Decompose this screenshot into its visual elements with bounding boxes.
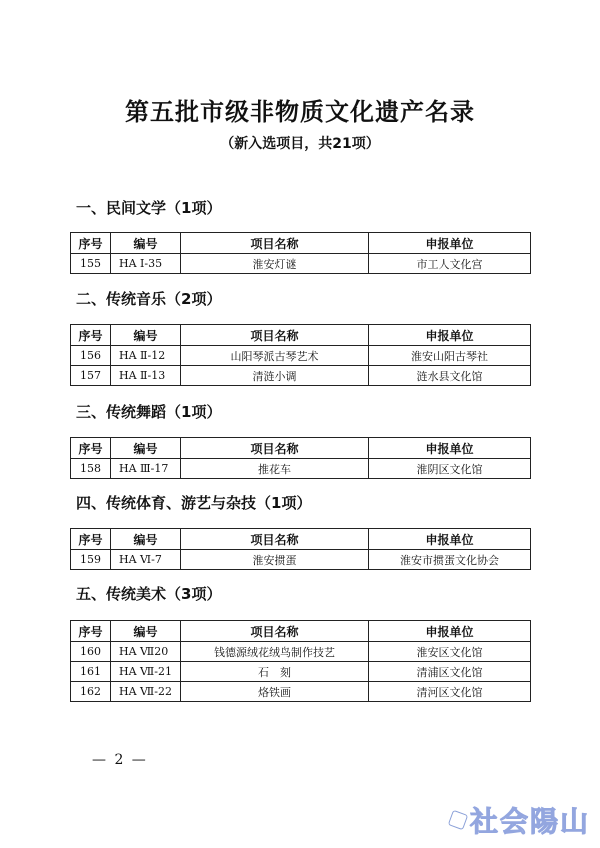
table-header-row bbox=[71, 529, 531, 550]
cell-code: HA Ⅵ-7 bbox=[111, 550, 181, 570]
section-heading-sports-acrobatics: 四、传统体育、游艺与杂技（1项） bbox=[76, 494, 312, 512]
cell-name: 石 刻 bbox=[181, 662, 369, 682]
table-row bbox=[71, 254, 531, 274]
watermark bbox=[450, 800, 590, 840]
cell-seq: 159 bbox=[71, 550, 111, 570]
cell-seq: 160 bbox=[71, 642, 111, 662]
cell-name: 钱德源绒花绒鸟制作技艺 bbox=[181, 642, 369, 662]
table-header-row bbox=[71, 438, 531, 459]
cell-name: 山阳琴派古琴艺术 bbox=[181, 346, 369, 366]
table-row bbox=[71, 366, 531, 386]
cell-code: HA Ⅰ-35 bbox=[111, 254, 181, 274]
header-unit: 申报单位 bbox=[369, 438, 531, 459]
cell-code: HA Ⅶ-21 bbox=[111, 662, 181, 682]
cell-unit: 涟水县文化馆 bbox=[369, 366, 531, 386]
page-title: 第五批市级非物质文化遗产名录 bbox=[125, 97, 475, 126]
header-name: 项目名称 bbox=[181, 438, 369, 459]
table-row bbox=[71, 550, 531, 570]
header-code: 编号 bbox=[111, 325, 181, 346]
header-code: 编号 bbox=[111, 621, 181, 642]
cell-unit: 淮阴区文化馆 bbox=[369, 459, 531, 479]
cell-seq: 157 bbox=[71, 366, 111, 386]
header-seq: 序号 bbox=[71, 529, 111, 550]
cell-name: 淮安灯谜 bbox=[181, 254, 369, 274]
cell-seq: 162 bbox=[71, 682, 111, 702]
header-code: 编号 bbox=[111, 529, 181, 550]
table-header-row bbox=[71, 325, 531, 346]
table-row bbox=[71, 682, 531, 702]
table-row bbox=[71, 346, 531, 366]
header-name: 项目名称 bbox=[181, 233, 369, 254]
cell-unit: 淮安市掼蛋文化协会 bbox=[369, 550, 531, 570]
watermark-text: 社会陽山 bbox=[469, 805, 590, 838]
cell-code: HA Ⅲ-17 bbox=[111, 459, 181, 479]
cell-name: 推花车 bbox=[181, 459, 369, 479]
watermark-logo-icon bbox=[448, 810, 469, 831]
header-seq: 序号 bbox=[71, 438, 111, 459]
header-seq: 序号 bbox=[71, 621, 111, 642]
cell-code: HA Ⅱ-12 bbox=[111, 346, 181, 366]
cell-seq: 155 bbox=[71, 254, 111, 274]
section-heading-folk-literature: 一、民间文学（1项） bbox=[76, 199, 222, 217]
cell-seq: 158 bbox=[71, 459, 111, 479]
header-name: 项目名称 bbox=[181, 621, 369, 642]
table-fine-arts bbox=[70, 620, 531, 702]
cell-unit: 淮安山阳古琴社 bbox=[369, 346, 531, 366]
table-sports-acrobatics bbox=[70, 528, 531, 570]
section-heading-fine-arts: 五、传统美术（3项） bbox=[76, 585, 222, 603]
cell-seq: 161 bbox=[71, 662, 111, 682]
table-header-row bbox=[71, 621, 531, 642]
cell-unit: 淮安区文化馆 bbox=[369, 642, 531, 662]
cell-code: HA Ⅶ20 bbox=[111, 642, 181, 662]
table-row bbox=[71, 642, 531, 662]
header-unit: 申报单位 bbox=[369, 529, 531, 550]
header-code: 编号 bbox=[111, 233, 181, 254]
table-traditional-dance bbox=[70, 437, 531, 479]
cell-unit: 市工人文化宫 bbox=[369, 254, 531, 274]
table-traditional-music bbox=[70, 324, 531, 386]
table-header-row bbox=[71, 233, 531, 254]
table-row bbox=[71, 662, 531, 682]
cell-code: HA Ⅶ-22 bbox=[111, 682, 181, 702]
section-heading-traditional-music: 二、传统音乐（2项） bbox=[76, 290, 222, 308]
header-seq: 序号 bbox=[71, 325, 111, 346]
page-subtitle: （新入选项目，共21项） bbox=[220, 136, 380, 152]
cell-unit: 清浦区文化馆 bbox=[369, 662, 531, 682]
cell-name: 烙铁画 bbox=[181, 682, 369, 702]
cell-unit: 清河区文化馆 bbox=[369, 682, 531, 702]
cell-name: 淮安掼蛋 bbox=[181, 550, 369, 570]
table-row bbox=[71, 459, 531, 479]
section-heading-traditional-dance: 三、传统舞蹈（1项） bbox=[76, 403, 222, 421]
page-number: — 2 — bbox=[92, 752, 148, 768]
table-folk-literature bbox=[70, 232, 531, 274]
cell-seq: 156 bbox=[71, 346, 111, 366]
cell-name: 清涟小调 bbox=[181, 366, 369, 386]
cell-code: HA Ⅱ-13 bbox=[111, 366, 181, 386]
header-seq: 序号 bbox=[71, 233, 111, 254]
header-unit: 申报单位 bbox=[369, 233, 531, 254]
header-unit: 申报单位 bbox=[369, 325, 531, 346]
header-name: 项目名称 bbox=[181, 325, 369, 346]
header-unit: 申报单位 bbox=[369, 621, 531, 642]
header-code: 编号 bbox=[111, 438, 181, 459]
header-name: 项目名称 bbox=[181, 529, 369, 550]
